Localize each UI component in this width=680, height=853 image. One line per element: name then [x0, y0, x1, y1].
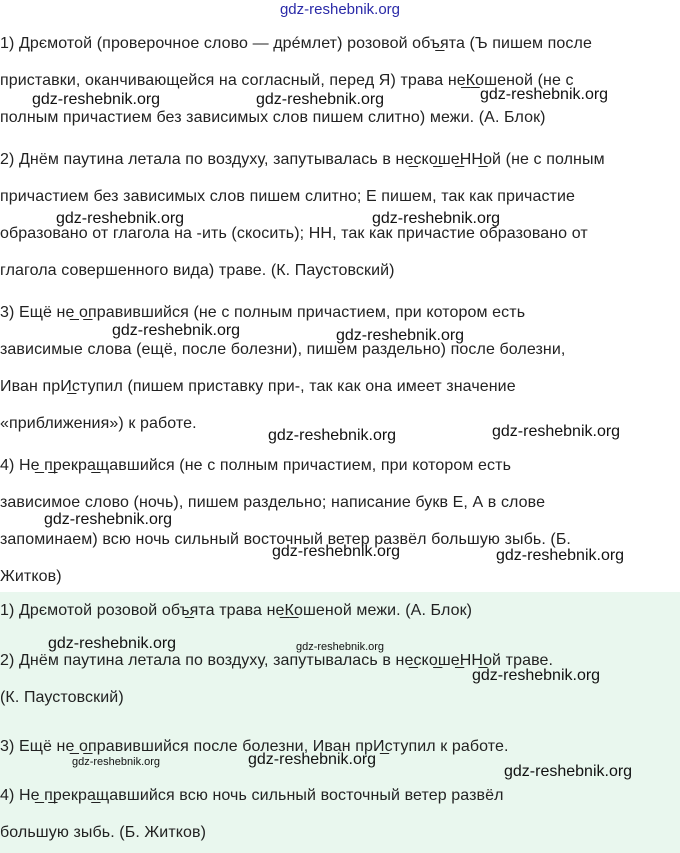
- explanation-1: [0, 33, 680, 129]
- explanation-1-line-1: 1) Дрємотой (проверочное слово — дрéмлет) розовой объ̲ята (Ъ пишем после: [0, 35, 592, 52]
- site-watermark-top: gdz-reshebnik.org: [279, 1, 401, 18]
- watermark: gdz-reshebnik.org: [492, 423, 621, 440]
- answer-2-line-2: (К. Паустовский): [0, 689, 124, 706]
- watermark: gdz-reshebnik.org: [48, 635, 177, 652]
- watermark: gdz-reshebnik.org: [248, 751, 377, 768]
- watermark: gdz-reshebnik.org: [480, 86, 609, 103]
- watermark: gdz-reshebnik.org: [472, 667, 601, 684]
- watermark: gdz-reshebnik.org: [336, 327, 465, 344]
- watermark: gdz-reshebnik.org: [504, 763, 633, 780]
- explanation-2-line-4: глагола совершенного вида) траве. (К. Паустовский): [0, 262, 395, 279]
- explanation-4-line-3: запоминаем) всю ночь сильный восточный ветер развёл большую зыбь. (Б.: [0, 531, 571, 548]
- explanation-2-line-1: 2) Днём паутина летала по воздуху, запутывалась в не̲ско̲ше̲НН̲ой (не с полным: [0, 151, 605, 168]
- watermark: gdz-reshebnik.org: [56, 210, 185, 227]
- answer-4-line-1: 4) Не̲ п̲рекра̲щавшийся всю ночь сильный восточный ветер развёл: [0, 787, 504, 804]
- watermark-small: gdz-reshebnik.org: [72, 756, 161, 768]
- answer-2-line-1: 2) Днём паутина летала по воздуху, запутывалась в не̲ско̲ше̲НН̲ой траве.: [0, 652, 554, 669]
- explanation-3-line-1: 3) Ещё не̲ о̲правившийся (не с полным причастием, при котором есть: [0, 304, 526, 321]
- watermark: gdz-reshebnik.org: [268, 427, 397, 444]
- explanation-3-line-3: Иван прИ̲ступил (пишем приставку при-, так как она имеет значение: [0, 378, 516, 395]
- explanation-1-line-2: приставки, оканчивающейся на согласный, перед Я) трава не̲К̲ошеной (не с: [0, 72, 574, 89]
- watermark: gdz-reshebnik.org: [372, 210, 501, 227]
- watermark: gdz-reshebnik.org: [44, 511, 173, 528]
- explanation-3: [0, 302, 680, 435]
- answer-4-line-2: большую зыбь. (Б. Житков): [0, 824, 207, 841]
- explanation-4-line-2: зависимое слово (ночь), пишем раздельно; написание букв Е, А в слове: [0, 494, 546, 511]
- explanation-4-line-1: 4) Не̲ п̲рекра̲щавшийся (не с полным причастием, при котором есть: [0, 457, 512, 474]
- watermark: gdz-reshebnik.org: [112, 322, 241, 339]
- watermark-small: gdz-reshebnik.org: [296, 641, 385, 653]
- watermark: gdz-reshebnik.org: [496, 547, 625, 564]
- explanation-3-line-2: зависимые слова (ещё, после болезни), пишем раздельно) после болезни,: [0, 341, 566, 358]
- watermark: gdz-reshebnik.org: [32, 91, 161, 108]
- watermark: gdz-reshebnik.org: [272, 543, 401, 560]
- answer-3-line-1: 3) Ещё не̲ о̲правившийся после болезни, Иван прИ̲ступил к работе.: [0, 738, 509, 755]
- answer-1: [0, 600, 680, 622]
- answer-1-line-1: 1) Дрємотой розовой объ̲ята трава не̲К̲ошеной межи. (А. Блок): [0, 602, 473, 619]
- explanation-3-line-4: «приближения») к работе.: [0, 415, 197, 432]
- explanation-4-line-4: Житков): [0, 568, 62, 585]
- watermark: gdz-reshebnik.org: [256, 91, 385, 108]
- explanation-2-line-2: причастием без зависимых слов пишем слитно; Е пишем, так как причастие: [0, 188, 576, 205]
- explanation-2-line-3: образовано от глагола на -ить (скосить); НН, так как причастие образовано от: [0, 225, 588, 242]
- explanation-1-line-3: полным причастием без зависимых слов пишем слитно) межи. (А. Блок): [0, 109, 546, 126]
- answer-4: [0, 785, 680, 844]
